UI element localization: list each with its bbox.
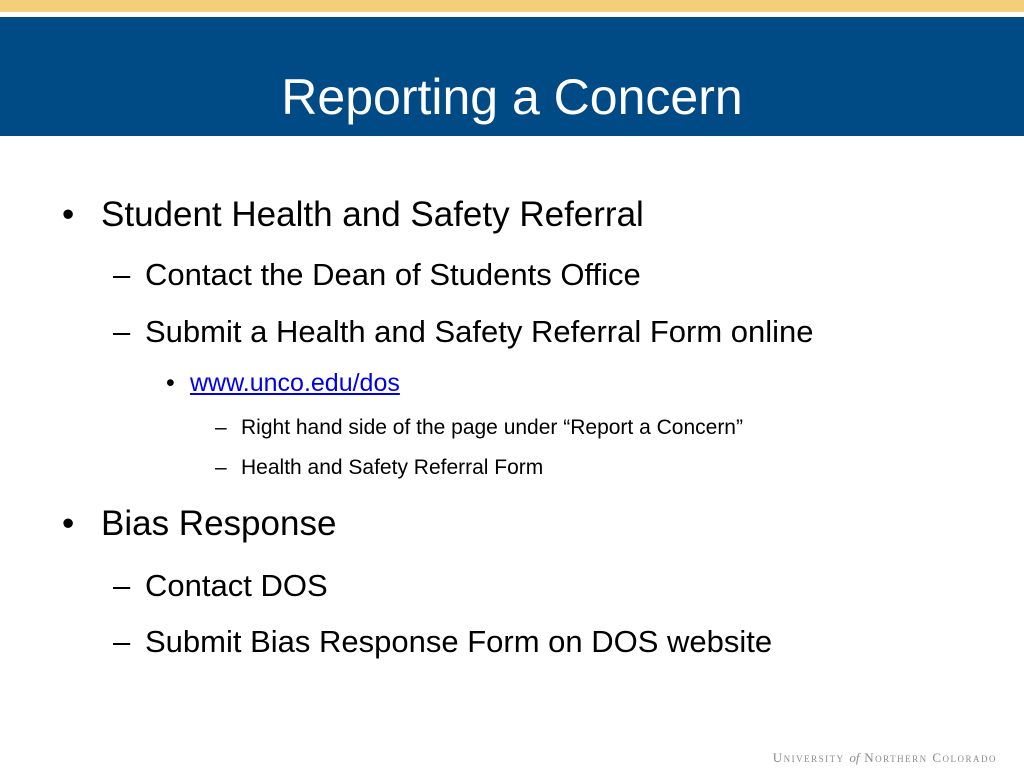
dash-marker: – <box>113 257 131 292</box>
university-logo <box>773 750 997 766</box>
dash-marker: – <box>113 624 131 659</box>
logo-text-of: of <box>849 750 860 765</box>
sub-item-contact-dos: Contact DOS <box>145 568 328 603</box>
logo-text-university: University <box>772 750 845 765</box>
bullet-marker: • <box>62 195 75 234</box>
sub-item-referral-form-name: Health and Safety Referral Form <box>241 456 544 479</box>
bullet-marker: • <box>166 369 175 397</box>
slide-title: Reporting a Concern <box>281 69 743 125</box>
bullet-bias-response: Bias Response <box>101 504 337 543</box>
logo-text-northern-colorado: Northern Colorado <box>864 750 997 765</box>
dash-marker: – <box>215 456 227 479</box>
sub-item-submit-bias-form: Submit Bias Response Form on DOS website <box>145 624 773 659</box>
dos-website-link[interactable]: www.unco.edu/dos <box>190 369 400 397</box>
sub-item-right-hand-side: Right hand side of the page under “Report a Concern” <box>241 416 743 439</box>
dash-marker: – <box>113 314 131 349</box>
dash-marker: – <box>215 416 227 439</box>
dash-marker: – <box>113 568 131 603</box>
bullet-student-health-safety-referral: Student Health and Safety Referral <box>101 195 644 234</box>
sub-item-submit-referral-form: Submit a Health and Safety Referral Form online <box>145 314 814 349</box>
sub-item-contact-dean: Contact the Dean of Students Office <box>145 257 641 292</box>
bullet-marker: • <box>62 504 75 543</box>
